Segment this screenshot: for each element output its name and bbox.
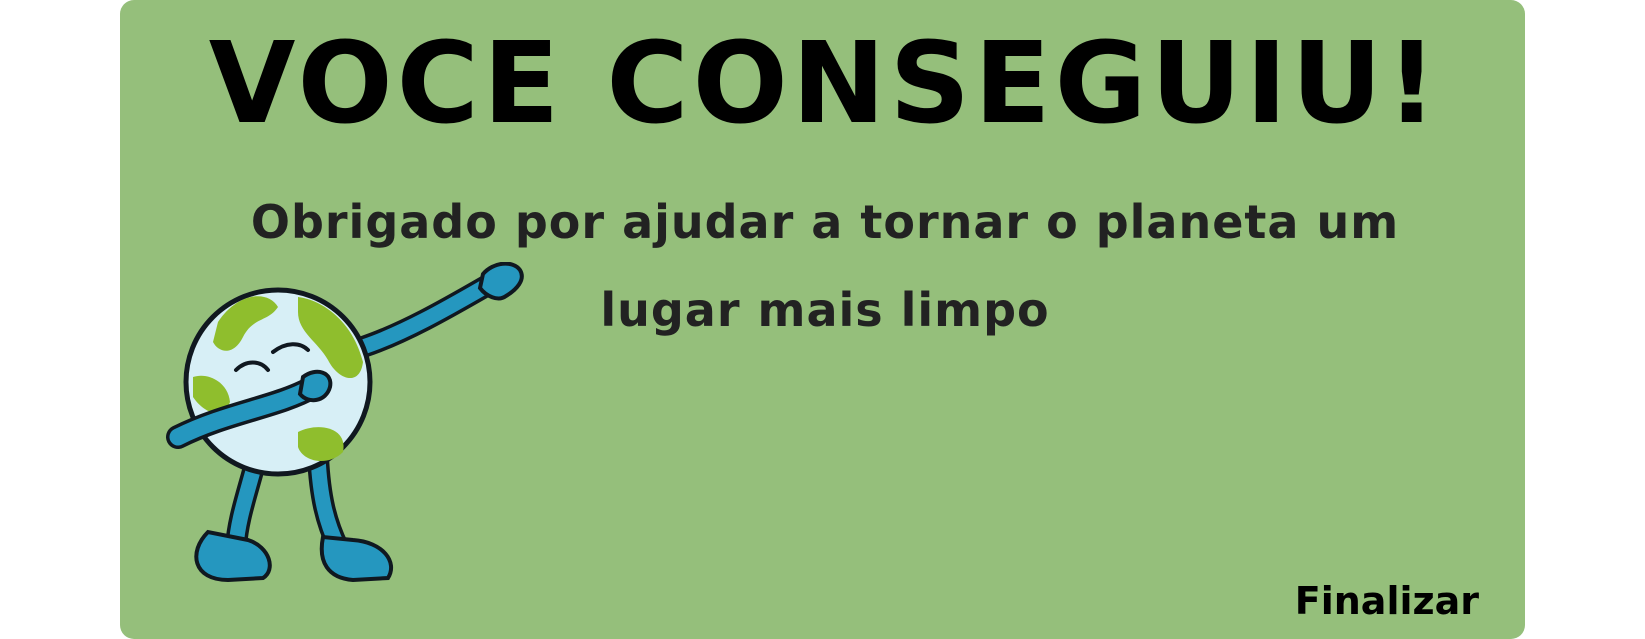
thank-you-message: Obrigado por ajudar a tornar o planeta um lugar mais limpo bbox=[250, 195, 1400, 337]
raised-arm bbox=[363, 282, 493, 347]
page-title: VOCE CONSEGUIU! bbox=[208, 19, 1442, 149]
success-panel bbox=[120, 0, 1525, 639]
finish-button[interactable]: Finalizar bbox=[1287, 575, 1487, 627]
raised-hand bbox=[480, 264, 522, 299]
dabbing-earth-illustration bbox=[148, 262, 528, 618]
right-foot bbox=[322, 537, 391, 580]
left-foot bbox=[196, 532, 269, 580]
bent-hand bbox=[300, 372, 330, 400]
